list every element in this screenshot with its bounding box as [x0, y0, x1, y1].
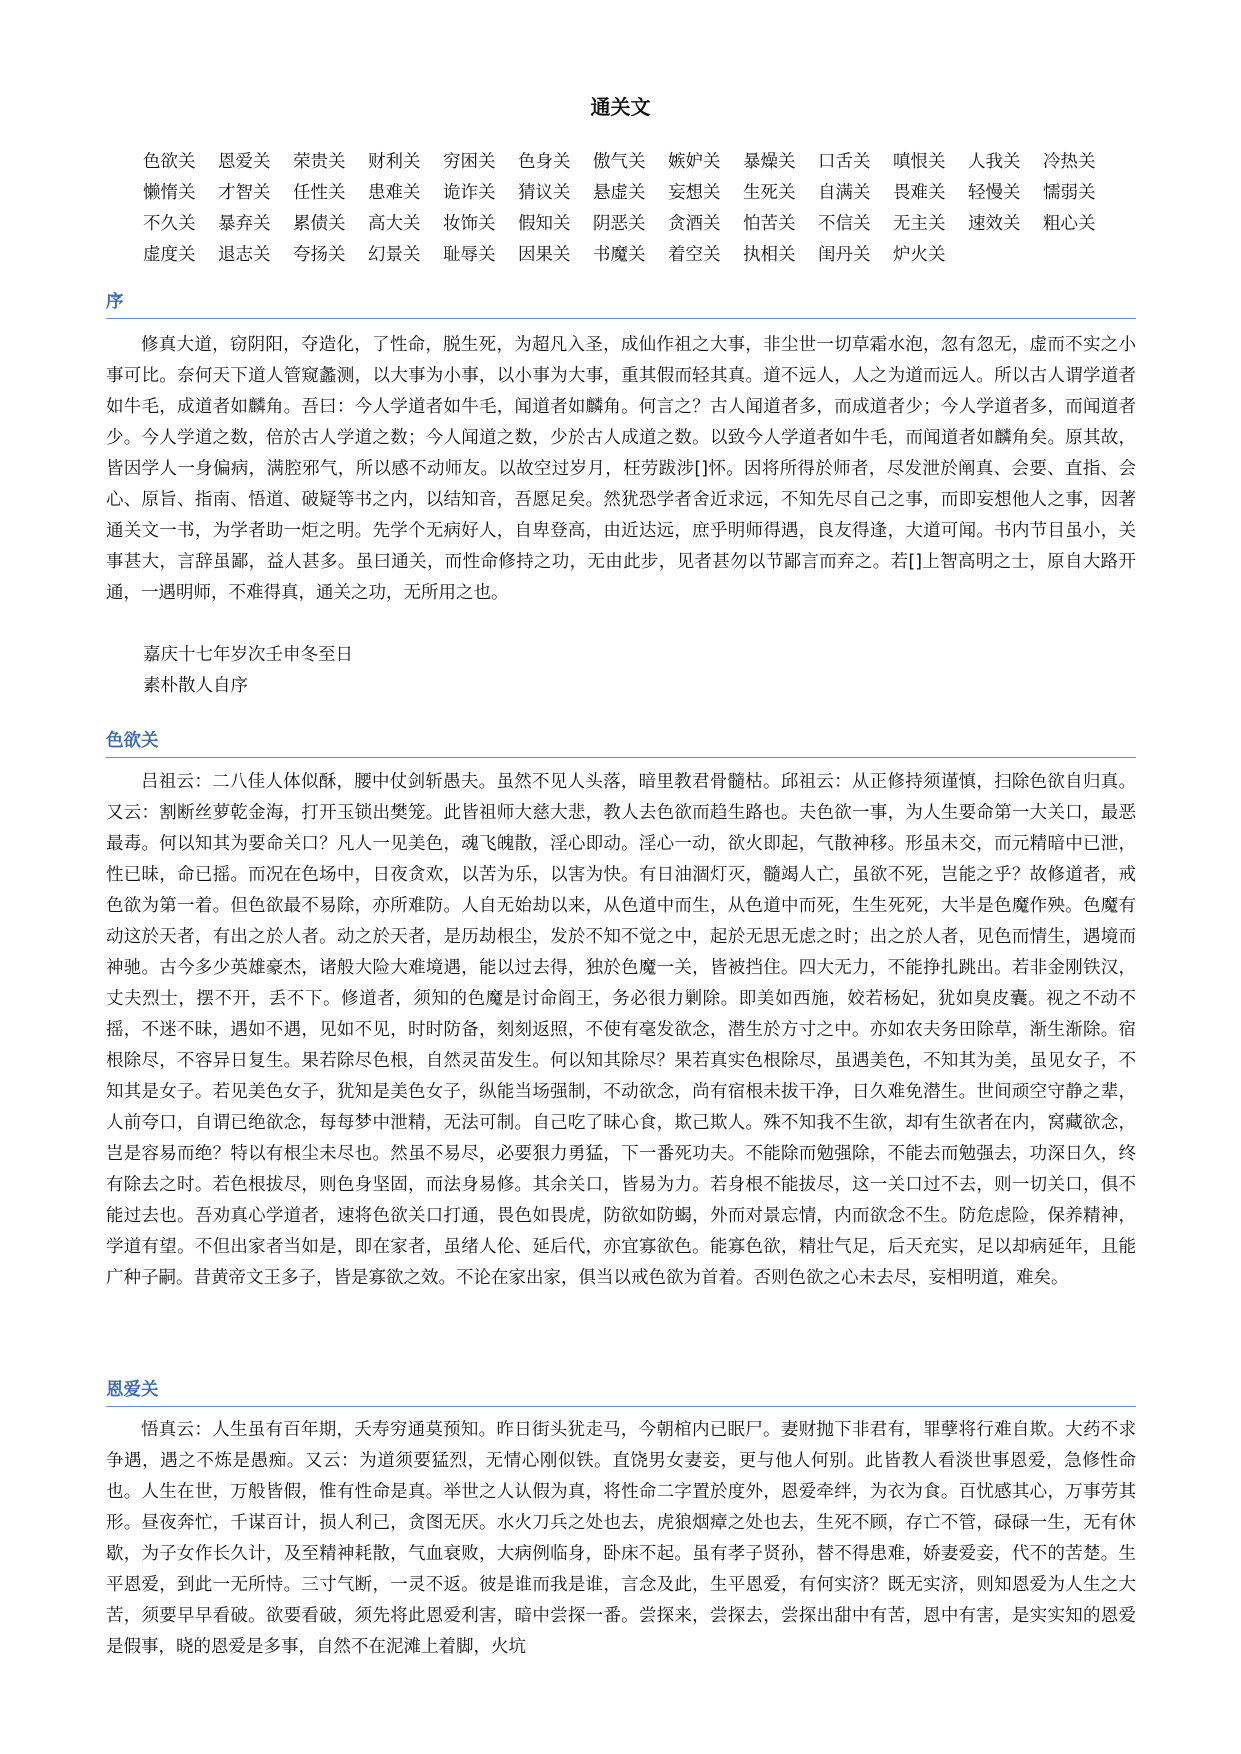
toc-item[interactable]: 懦弱关 [1043, 183, 1096, 203]
toc-item[interactable]: 财利关 [368, 152, 421, 172]
section-heading-label: 序 [106, 292, 124, 312]
toc-item[interactable]: 怕苦关 [743, 214, 796, 234]
toc-item[interactable]: 书魔关 [593, 245, 646, 265]
toc-row [143, 240, 1143, 271]
toc-item[interactable]: 耻辱关 [443, 245, 496, 265]
toc-item[interactable]: 任性关 [293, 183, 346, 203]
toc-item[interactable]: 着空关 [668, 245, 721, 265]
toc-item[interactable]: 不久关 [143, 214, 196, 234]
toc-item[interactable]: 粗心关 [1043, 214, 1096, 234]
preface-date: 嘉庆十七年岁次壬申冬至日 [143, 645, 353, 665]
toc-item[interactable]: 荣贵关 [293, 152, 346, 172]
toc-item[interactable]: 假知关 [518, 214, 571, 234]
preface-paragraph: 修真大道，窃阴阳，夺造化，了性命，脱生死，为超凡入圣，成仙作祖之大事，非尘世一切草霜水泡，忽有忽无，虚而不实之小事可比。奈何天下道人管窥蠡测，以大事为小事，以小事为大事，重其假而轻其真。道不远人，人之为道而远人。所以古人谓学道者如牛毛，成道者如麟角。吾曰：今人学道者如牛毛，闻道者如麟角。何言之？古人闻道者多，而成道者少；今人学道者多，而闻道者少。今人学道之数，倍於古人学道之数；今人闻道之数，少於古人成道之数。以致今人学道者如牛毛，而闻道者如麟角矣。原其故，皆因学人一身偏病，满腔邪气，所以感不动师友。以故空过岁月，枉劳跋涉[]怀。因将所得於师者，尽发泄於阐真、会要、直指、会心、原旨、指南、悟道、破疑等书之内，以结知音，吾愿足矣。然犹恐学者舍近求远，不知先尽自己之事，而即妄想他人之事，因著通关文一书，为学者助一炬之明。先学个无病好人，自卑登高，由近达远，庶乎明师得遇，良友得逢，大道可闻。书内节目虽小，关事甚大，言辞虽鄙，益人甚多。虽曰通关，而性命修持之功，无由此步，见者甚勿以节鄙言而弃之。若[]上智高明之士，原自大路开通，一遇明师，不难得真，通关之功，无所用之也。 [106, 335, 1136, 603]
toc-item[interactable]: 虚度关 [143, 245, 196, 265]
toc-item[interactable]: 高大关 [368, 214, 421, 234]
section-heading-enai [106, 1372, 1136, 1407]
toc-item[interactable]: 幻景关 [368, 245, 421, 265]
toc-row [143, 209, 1143, 240]
toc-item[interactable]: 因果关 [518, 245, 571, 265]
section-heading-label: 恩爱关 [106, 1380, 159, 1400]
toc-item[interactable]: 人我关 [968, 152, 1021, 172]
toc-item[interactable]: 妄想关 [668, 183, 721, 203]
toc-item[interactable]: 嗔恨关 [893, 152, 946, 172]
toc-item[interactable]: 冷热关 [1043, 152, 1096, 172]
toc-item[interactable]: 色欲关 [143, 152, 196, 172]
toc-item[interactable]: 口舌关 [818, 152, 871, 172]
toc-item[interactable]: 畏难关 [893, 183, 946, 203]
preface-author: 素朴散人自序 [143, 676, 248, 696]
toc-item[interactable]: 患难关 [368, 183, 421, 203]
toc-item[interactable]: 妆饰关 [443, 214, 496, 234]
toc-item[interactable]: 诡诈关 [443, 183, 496, 203]
enai-paragraph: 悟真云：人生虽有百年期，夭寿穷通莫预知。昨日街头犹走马，今朝棺内已眠尸。妻财抛下非君有，罪孽将行难自欺。大药不求争遇，遇之不炼是愚痴。又云：为道须要猛烈，无情心刚似铁。直饶男女妻妾，更与他人何别。此皆教人看淡世事恩爱，急修性命也。人生在世，万般皆假，惟有性命是真。举世之人认假为真，将性命二字置於度外，恩爱牵绊，为衣为食。百忧感其心，万事劳其形。昼夜奔忙，千谋百计，损人利己，贪图无厌。水火刀兵之处也去，虎狼烟瘴之处也去，生死不顾，存亡不管，碌碌一生，无有休歇，为子女作长久计，及至精神耗散，气血衰败，大病例临身，卧床不起。虽有孝子贤孙，替不得患难，娇妻爱妾，代不的苦楚。生平恩爱，到此一无所恃。三寸气断，一灵不返。彼是谁而我是谁，言念及此，生平恩爱，有何实济？既无实济，则知恩爱为人生之大苦，须要早早看破。欲要看破，须先将此恩爱利害，暗中尝探一番。尝探来，尝探去，尝探出甜中有苦，恩中有害，是实实知的恩爱是假事，晓的恩爱是多事，自然不在泥滩上着脚，火坑 [106, 1420, 1136, 1657]
toc-item[interactable]: 累债关 [293, 214, 346, 234]
toc-item[interactable]: 夸扬关 [293, 245, 346, 265]
toc-row [143, 178, 1143, 209]
toc-item[interactable]: 退志关 [218, 245, 271, 265]
toc-item[interactable]: 穷困关 [443, 152, 496, 172]
toc-item[interactable]: 无主关 [893, 214, 946, 234]
toc-item[interactable]: 暴燥关 [743, 152, 796, 172]
section-heading-preface [106, 284, 1136, 319]
toc-item[interactable]: 色身关 [518, 152, 571, 172]
toc-item[interactable]: 阴恶关 [593, 214, 646, 234]
toc-item[interactable]: 懒惰关 [143, 183, 196, 203]
seyu-paragraph: 吕祖云：二八佳人体似酥，腰中仗剑斩愚夫。虽然不见人头落，暗里教君骨髓枯。邱祖云：从正修持须谨慎，扫除色欲自归真。又云：割断丝萝乾金海，打开玉锁出樊笼。此皆祖师大慈大悲，教人去色欲而趋生路也。夫色欲一事，为人生要命第一大关口，最恶最毒。何以知其为要命关口？凡人一见美色，魂飞魄散，淫心即动。淫心一动，欲火即起，气散神移。形虽未交，而元精暗中已泄，性已昧，命已摇。而况在色场中，日夜贪欢，以苦为乐，以害为快。有日油涸灯灭，髓竭人亡，虽欲不死，岂能之乎？故修道者，戒色欲为第一着。但色欲最不易除，亦所难防。人自无始劫以来，从色道中而生，从色道中而死，生生死死，大半是色魔作殃。色魔有动这於天者，有出之於人者。动之於天者，是历劫根尘，发於不知不觉之中，起於无思无虑之时；出之於人者，见色而情生，遇境而神驰。古今多少英雄豪杰，诸般大险大难境遇，能以过去得，独於色魔一关，皆被挡住。四大无力，不能挣扎跳出。若非金刚铁汉，丈夫烈士，摆不开，丢不下。修道者，须知的色魔是讨命阎王，务必很力剿除。即美如西施，姣若杨妃，犹如臭皮囊。视之不动不摇，不迷不昧，遇如不遇，见如不见，时时防备，刻刻返照，不使有毫发欲念，潜生於方寸之中。亦如农夫务田除草，渐生渐除。宿根除尽，不容异日复生。果若除尽色根，自然灵苗发生。何以知其除尽？果若真实色根除尽，虽遇美色，不知其为美，虽见女子，不知其是女子。若见美色女子，犹知是美色女子，纵能当场强制，不动欲念，尚有宿根未拔干净，日久难免潜生。世间顽空守静之辈，人前夸口，自谓已绝欲念，每每梦中泄精，无法可制。自己吃了昧心食，欺己欺人。殊不知我不生欲，却有生欲者在内，窝藏欲念，岂是容易而绝？特以有根尘未尽也。然虽不易尽，必要狠力勇猛，下一番死功夫。不能除而勉强除，不能去而勉强去，功深日久，终有除去之时。若色根拔尽，则色身坚固，而法身易修。其余关口，皆易为力。若身根不能拔尽，这一关口过不去，则一切关口，俱不能过去也。吾劝真心学道者，速将色欲关口打通，畏色如畏虎，防欲如防蝎，外而对景忘情，内而欲念不生。防危虑险，保养精神，学道有望。不但出家者当如是，即在家者，虽绪人伦、延后代，亦宜寡欲色。能寡色欲，精壮气足，后天充实，足以却病延年，且能广种子嗣。昔黄帝文王多子，皆是寡欲之效。不论在家出家，俱当以戒色欲为首着。否则色欲之心未去尽，妄相明道，难矣。 [106, 772, 1136, 1288]
section-heading-seyu [106, 723, 1136, 758]
toc-item[interactable]: 执相关 [743, 245, 796, 265]
toc-item[interactable]: 炉火关 [893, 245, 946, 265]
toc-item[interactable]: 轻慢关 [968, 183, 1021, 203]
toc-item[interactable]: 速效关 [968, 214, 1021, 234]
toc-item[interactable]: 嫉妒关 [668, 152, 721, 172]
toc-item[interactable]: 贪酒关 [668, 214, 721, 234]
toc-item[interactable]: 恩爱关 [218, 152, 271, 172]
toc-item[interactable]: 才智关 [218, 183, 271, 203]
toc-item[interactable]: 生死关 [743, 183, 796, 203]
toc-item[interactable]: 闺丹关 [818, 245, 871, 265]
toc-item[interactable]: 自满关 [818, 183, 871, 203]
toc-item[interactable]: 猜议关 [518, 183, 571, 203]
toc-row [143, 147, 1143, 178]
section-heading-label: 色欲关 [106, 731, 159, 751]
toc-item[interactable]: 不信关 [818, 214, 871, 234]
table-of-contents [143, 147, 1143, 271]
toc-item[interactable]: 悬虚关 [593, 183, 646, 203]
document-title: 通关文 [590, 95, 651, 119]
toc-item[interactable]: 傲气关 [593, 152, 646, 172]
toc-item[interactable]: 暴弃关 [218, 214, 271, 234]
